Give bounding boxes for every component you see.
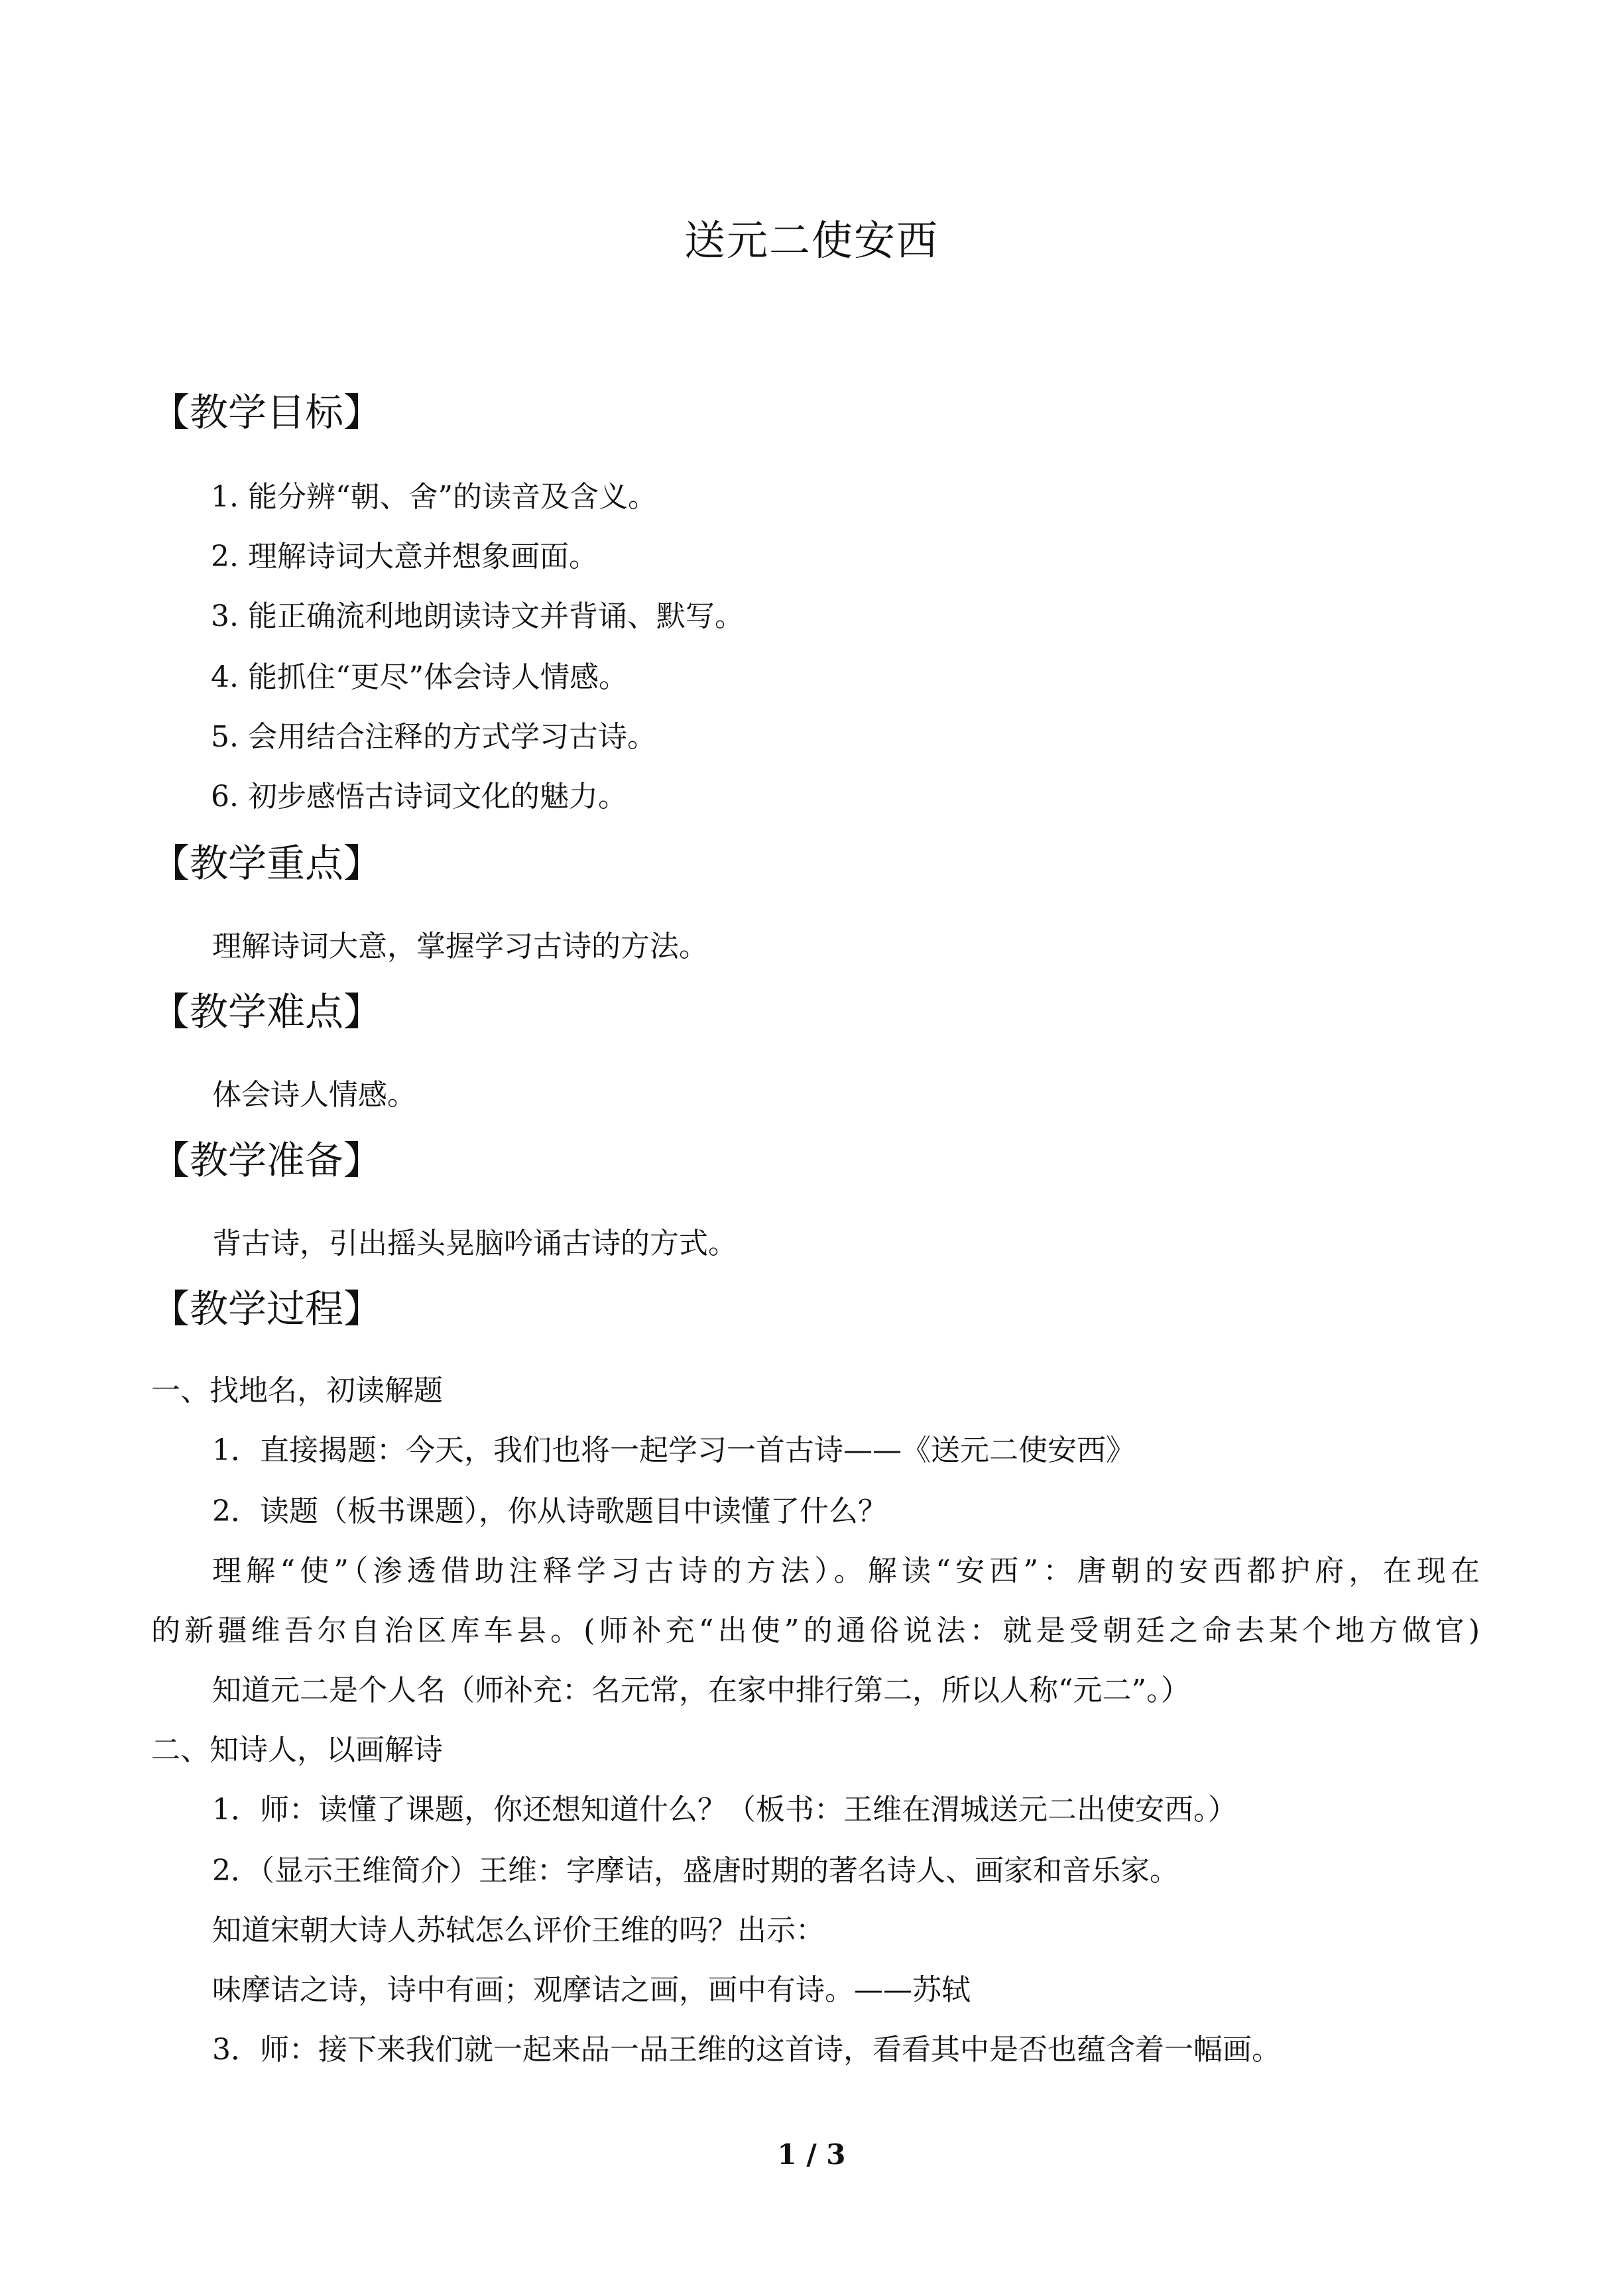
difficulties-text: 体会诗人情感。: [212, 1078, 416, 1112]
process-line: 理解“使”（渗透借助注释学习古诗的方法）。解读“安西”：唐朝的安西都护府，在现在: [212, 1554, 1480, 1588]
process-part2-title: 二、知诗人，以画解诗: [151, 1733, 443, 1767]
heading-key-points: 【教学重点】: [151, 841, 383, 886]
heading-process: 【教学过程】: [151, 1286, 383, 1331]
objective-item: 2. 理解诗词大意并想象画面。: [211, 540, 598, 574]
objective-item: 6. 初步感悟古诗词文化的魅力。: [211, 780, 627, 814]
process-line: 3．师：接下来我们就一起来品一品王维的这首诗，看看其中是否也蕴含着一幅画。: [212, 2033, 1281, 2067]
process-part1-title: 一、找地名，初读解题: [151, 1374, 443, 1408]
process-line: 的新疆维吾尔自治区库车县。(师补充“出使”的通俗说法：就是受朝廷之命去某个地方做官): [151, 1614, 1480, 1648]
preparation-text: 背古诗，引出摇头晃脑吟诵古诗的方式。: [212, 1227, 737, 1260]
objective-item: 3. 能正确流利地朗读诗文并背诵、默写。: [211, 599, 744, 633]
objective-item: 5. 会用结合注释的方式学习古诗。: [211, 720, 656, 754]
key-points-text: 理解诗词大意，掌握学习古诗的方法。: [212, 930, 708, 963]
process-line: 1．师：读懂了课题，你还想知道什么？（板书：王维在渭城送元二出使安西。）: [212, 1793, 1237, 1827]
heading-difficulties: 【教学难点】: [151, 989, 383, 1034]
process-line: 味摩诘之诗，诗中有画；观摩诘之画，画中有诗。——苏轼: [212, 1973, 971, 2007]
process-line: 2．读题（板书课题），你从诗歌题目中读懂了什么？: [212, 1494, 887, 1528]
objective-item: 4. 能抓住“更尽”体会诗人情感。: [211, 660, 628, 694]
document-title: 送元二使安西: [684, 216, 939, 265]
heading-preparation: 【教学准备】: [151, 1138, 383, 1183]
process-line: 知道元二是个人名（师补充：名元常，在家中排行第二，所以人称“元二”。）: [212, 1673, 1190, 1707]
process-line: 2．（显示王维简介）王维：字摩诘，盛唐时期的著名诗人、画家和音乐家。: [212, 1854, 1179, 1888]
process-line: 知道宋朝大诗人苏轼怎么评价王维的吗？出示：: [212, 1913, 825, 1947]
objective-item: 1. 能分辨“朝、舍”的读音及含义。: [211, 480, 657, 514]
heading-objectives: 【教学目标】: [151, 390, 383, 435]
page-number: 1 / 3: [777, 2138, 846, 2171]
process-line: 1．直接揭题：今天，我们也将一起学习一首古诗——《送元二使安西》: [212, 1433, 1135, 1467]
